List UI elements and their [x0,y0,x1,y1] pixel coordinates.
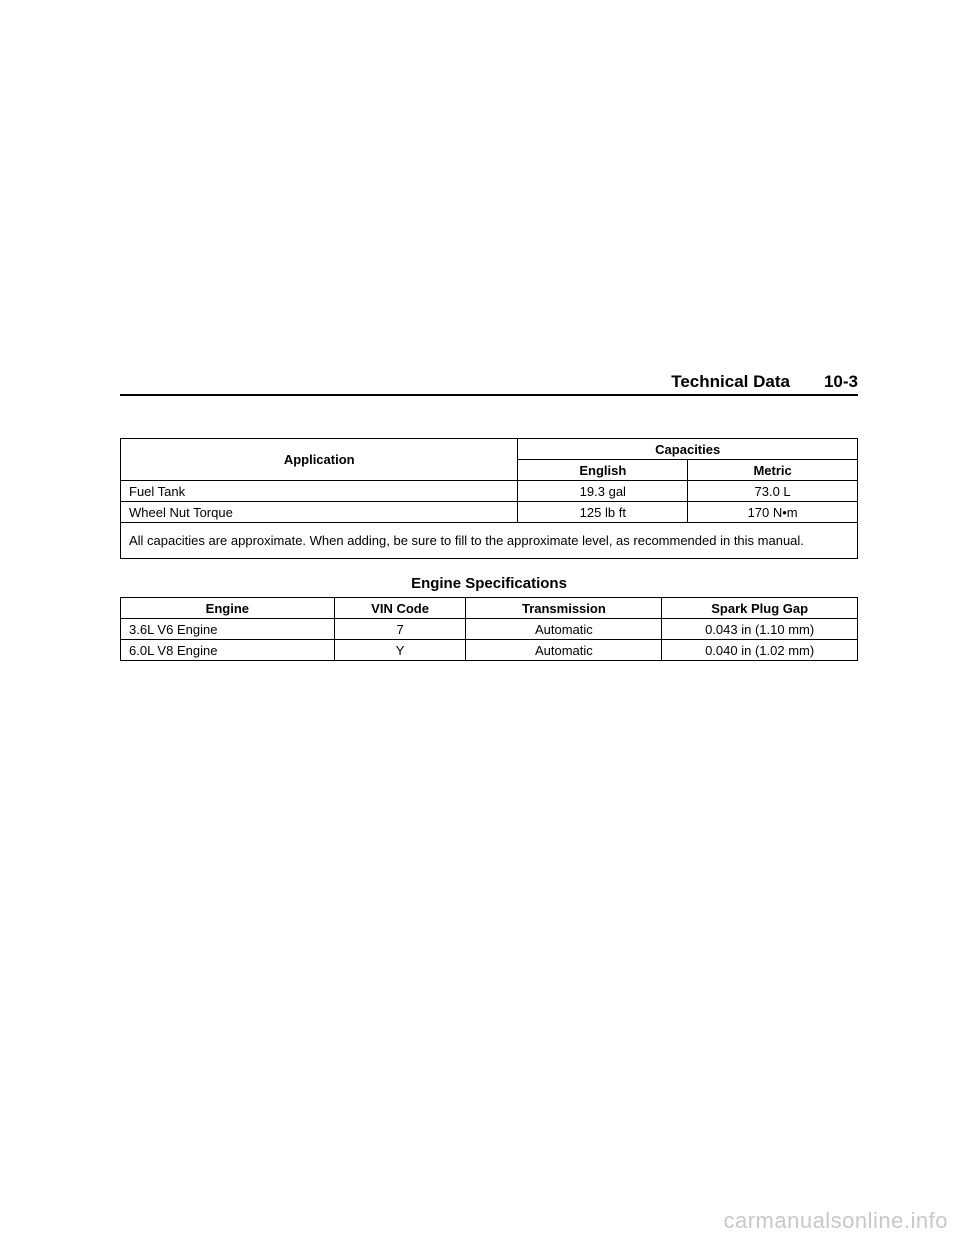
spark-plug-gap-cell: 0.040 in (1.02 mm) [662,640,858,661]
table-row [121,502,858,523]
capacities-header: Capacities [518,439,858,460]
spark-plug-gap-header: Spark Plug Gap [662,598,858,619]
engine-specs-title: Engine Specifications [411,575,567,592]
table-header-row [121,439,858,460]
transmission-cell: Automatic [466,619,662,640]
note-row [121,523,858,559]
english-cell: 19.3 gal [518,481,688,502]
metric-cell: 170 N•m [688,502,858,523]
capacities-table [120,438,858,559]
table-header-row [121,598,858,619]
transmission-cell: Automatic [466,640,662,661]
engine-header: Engine [121,598,335,619]
application-cell: Wheel Nut Torque [121,502,518,523]
table-row [121,619,858,640]
vin-code-cell: Y [334,640,466,661]
table-row [121,640,858,661]
metric-header: Metric [688,460,858,481]
table-row [121,481,858,502]
section-title: Technical Data [671,372,790,391]
english-cell: 125 lb ft [518,502,688,523]
page-number: 10-3 [823,372,858,391]
engine-specs-table [120,597,858,661]
engine-cell: 6.0L V8 Engine [121,640,335,661]
engine-cell: 3.6L V6 Engine [121,619,335,640]
capacities-note: All capacities are approximate. When adding, be sure to fill to the approximate level, as recommended in this manual. [121,523,858,559]
watermark: carmanualsonline.info [723,1208,948,1233]
english-header: English [518,460,688,481]
application-cell: Fuel Tank [121,481,518,502]
metric-cell: 73.0 L [688,481,858,502]
vin-code-cell: 7 [334,619,466,640]
page-header [120,372,858,396]
transmission-header: Transmission [466,598,662,619]
vin-code-header: VIN Code [334,598,466,619]
spark-plug-gap-cell: 0.043 in (1.10 mm) [662,619,858,640]
application-header: Application [121,439,518,481]
